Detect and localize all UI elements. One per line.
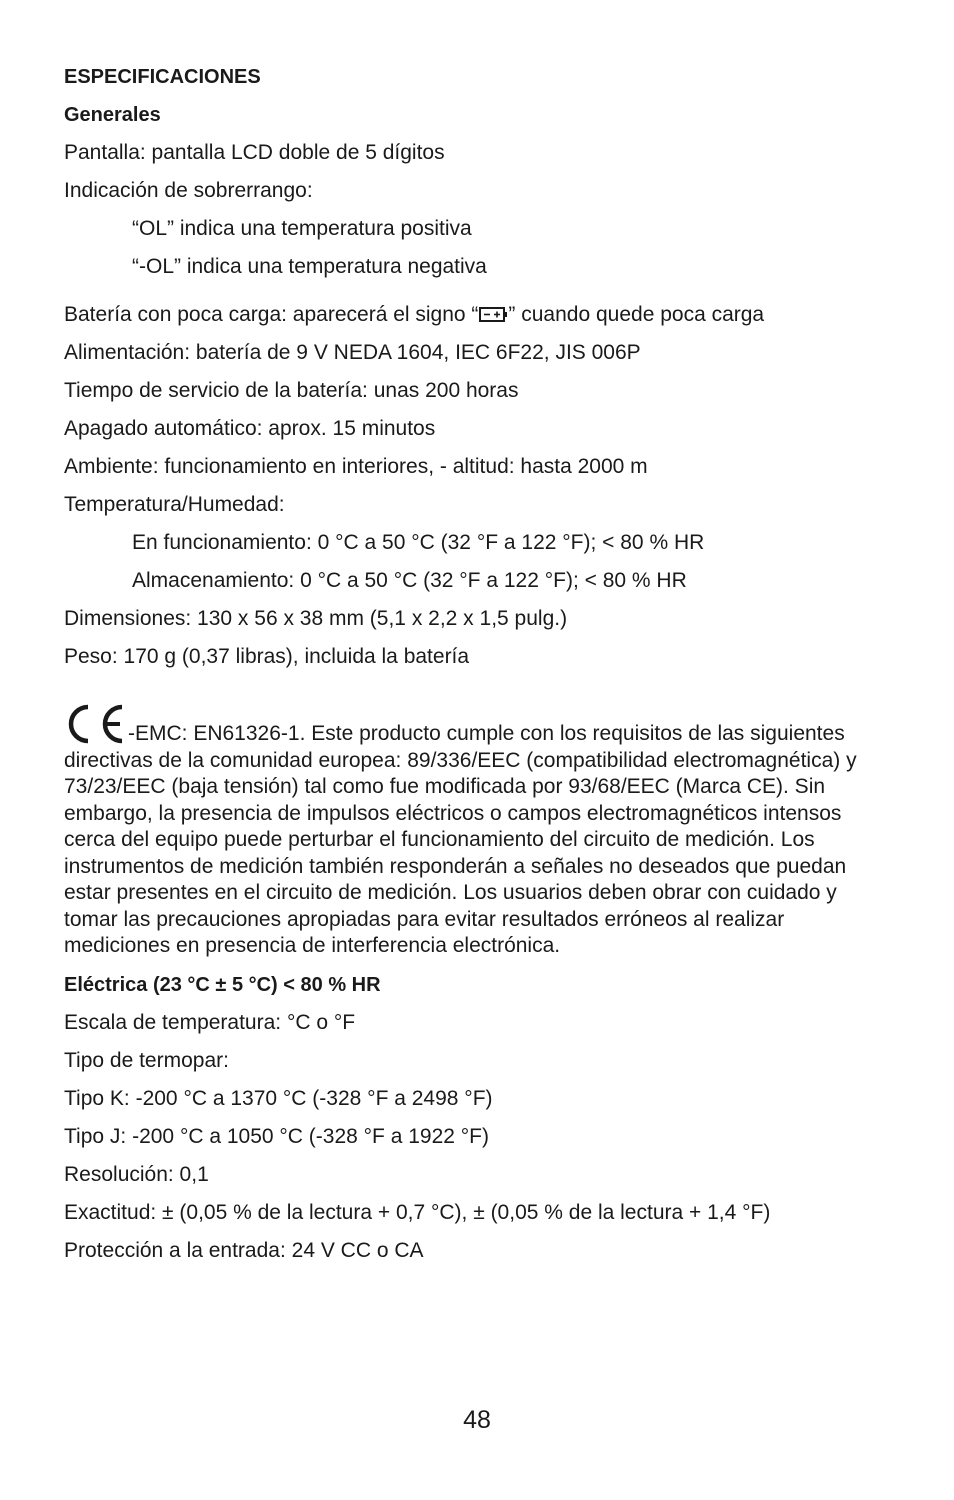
page-number: 48 [463, 1406, 491, 1434]
general-subheading: Generales [64, 104, 161, 126]
battery-icon [478, 298, 508, 316]
emc-paragraph [64, 702, 894, 960]
low-battery-text-before: Batería con poca carga: aparecerá el signo “ [64, 303, 479, 326]
spec-overrange-negative: “-OL” indica una temperatura negativa [132, 255, 487, 278]
spec-power: Alimentación: batería de 9 V NEDA 1604, IEC 6F22, JIS 006P [64, 341, 641, 364]
section-heading: ESPECIFICACIONES [64, 66, 261, 88]
spec-temp-scale: Escala de temperatura: °C o °F [64, 1010, 356, 1034]
spec-low-battery [64, 296, 894, 334]
low-battery-text-after: ” cuando quede poca carga [508, 303, 765, 326]
spec-resolution: Resolución: 0,1 [64, 1162, 209, 1186]
spec-thermocouple-label: Tipo de termopar: [64, 1048, 229, 1072]
spec-overrange-label: Indicación de sobrerrango: [64, 179, 313, 202]
spec-input-protection: Protección a la entrada: 24 V CC o CA [64, 1238, 424, 1262]
spec-operating: En funcionamiento: 0 °C a 50 °C (32 °F a 122 °F); < 80 % HR [132, 531, 705, 554]
spec-battery-life: Tiempo de servicio de la batería: unas 200 horas [64, 379, 519, 402]
spec-storage: Almacenamiento: 0 °C a 50 °C (32 °F a 122 °F); < 80 % HR [132, 569, 687, 592]
ce-mark-icon [64, 702, 128, 746]
document-page [64, 58, 894, 1270]
electrical-subheading: Eléctrica (23 °C ± 5 °C) < 80 % HR [64, 973, 381, 996]
spec-environment: Ambiente: funcionamiento en interiores, - altitud: hasta 2000 m [64, 455, 648, 478]
emc-text: -EMC: EN61326-1. Este producto cumple con los requisitos de las siguientes directivas de la comunidad europea: 89/336/EEC (compatibilidad electromagnética) y 73/23/EEC (baja tensión) tal como fue modificada por 93/68/EEC (Marca CE). Sin embargo, la presencia de impulsos eléctricos o campos electromagnéticos intensos cerca del equipo puede perturbar el funcionamiento del circuito de medición. Los instrumentos de medición también responderán a señales no deseados que puedan estar presentes en el circuito de medición. Los usuarios deben obrar con cuidado y tomar las precauciones apropiadas para evitar resultados erróneos al realizar mediciones en presencia de interferencia electrónica. [64, 722, 857, 957]
spec-weight: Peso: 170 g (0,37 libras), incluida la batería [64, 645, 470, 668]
spec-type-k: Tipo K: -200 °C a 1370 °C (-328 °F a 2498 °F) [64, 1086, 493, 1110]
spec-accuracy: Exactitud: ± (0,05 % de la lectura + 0,7 °C), ± (0,05 % de la lectura + 1,4 °F) [64, 1200, 771, 1224]
spec-overrange-positive: “OL” indica una temperatura positiva [132, 217, 472, 240]
spec-temp-humidity-label: Temperatura/Humedad: [64, 493, 285, 516]
spec-display: Pantalla: pantalla LCD doble de 5 dígitos [64, 141, 445, 164]
spec-dimensions: Dimensiones: 130 x 56 x 38 mm (5,1 x 2,2 x 1,5 pulg.) [64, 607, 568, 630]
spec-auto-off: Apagado automático: aprox. 15 minutos [64, 417, 436, 440]
spec-type-j: Tipo J: -200 °C a 1050 °C (-328 °F a 1922 °F) [64, 1124, 490, 1148]
